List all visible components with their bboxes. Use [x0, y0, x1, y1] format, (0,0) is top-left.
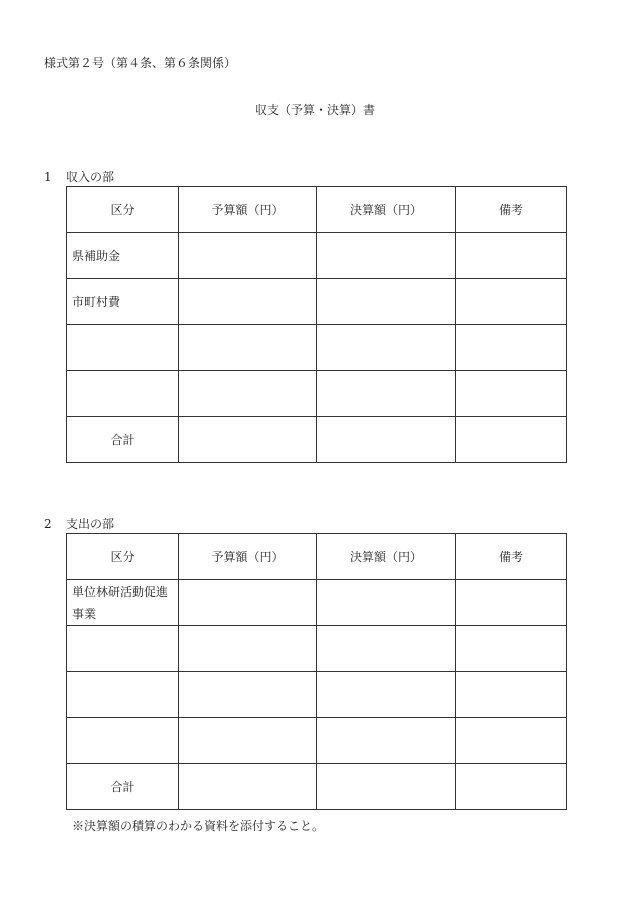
income-table: [66, 186, 567, 463]
remarks-cell[interactable]: [456, 325, 567, 371]
settlement-cell[interactable]: [317, 626, 456, 672]
budget-cell[interactable]: [179, 279, 317, 325]
budget-cell[interactable]: [179, 718, 317, 764]
budget-total-cell[interactable]: [179, 764, 317, 810]
total-label: 合計: [67, 764, 179, 810]
remarks-total-cell[interactable]: [456, 417, 567, 463]
header-category: 区分: [67, 534, 179, 580]
remarks-cell[interactable]: [456, 371, 567, 417]
row-category[interactable]: [67, 718, 179, 764]
row-category[interactable]: [67, 672, 179, 718]
table-total-row: [67, 764, 567, 810]
table-row: [67, 580, 567, 626]
budget-cell[interactable]: [179, 325, 317, 371]
header-category: 区分: [67, 187, 179, 233]
table-row: [67, 672, 567, 718]
income-section-title: 収入の部: [66, 170, 115, 184]
budget-total-cell[interactable]: [179, 417, 317, 463]
header-budget: 予算額（円）: [179, 187, 317, 233]
form-number: 様式第２号（第４条、第６条関係）: [44, 56, 237, 70]
income-section-number: 1: [44, 170, 52, 184]
table-total-row: [67, 417, 567, 463]
row-category[interactable]: [67, 371, 179, 417]
row-category[interactable]: [67, 626, 179, 672]
expense-section-title: 支出の部: [66, 517, 115, 531]
total-label: 合計: [67, 417, 179, 463]
settlement-total-cell[interactable]: [317, 417, 456, 463]
settlement-cell[interactable]: [317, 371, 456, 417]
header-remarks: 備考: [456, 534, 567, 580]
footnote: ※決算額の積算のわかる資料を添付すること。: [72, 819, 325, 833]
remarks-cell[interactable]: [456, 279, 567, 325]
budget-cell[interactable]: [179, 371, 317, 417]
header-budget: 予算額（円）: [179, 534, 317, 580]
expense-table: [66, 533, 567, 810]
settlement-cell[interactable]: [317, 718, 456, 764]
row-category[interactable]: 単位林研活動促進事業: [67, 580, 179, 626]
budget-cell[interactable]: [179, 626, 317, 672]
row-category[interactable]: 県補助金: [67, 233, 179, 279]
header-settlement: 決算額（円）: [317, 187, 456, 233]
settlement-cell[interactable]: [317, 279, 456, 325]
remarks-cell[interactable]: [456, 718, 567, 764]
table-row: [67, 371, 567, 417]
expense-section-heading: [44, 515, 114, 532]
table-row: [67, 325, 567, 371]
budget-cell[interactable]: [179, 233, 317, 279]
remarks-cell[interactable]: [456, 580, 567, 626]
table-header-row: [67, 187, 567, 233]
remarks-cell[interactable]: [456, 233, 567, 279]
row-category[interactable]: [67, 325, 179, 371]
budget-cell[interactable]: [179, 672, 317, 718]
table-header-row: [67, 534, 567, 580]
settlement-total-cell[interactable]: [317, 764, 456, 810]
settlement-cell[interactable]: [317, 672, 456, 718]
budget-cell[interactable]: [179, 580, 317, 626]
settlement-cell[interactable]: [317, 580, 456, 626]
remarks-total-cell[interactable]: [456, 764, 567, 810]
settlement-cell[interactable]: [317, 325, 456, 371]
table-row: [67, 718, 567, 764]
header-settlement: 決算額（円）: [317, 534, 456, 580]
remarks-cell[interactable]: [456, 672, 567, 718]
document-title: 収支（予算・決算）書: [254, 103, 375, 117]
income-section-heading: [44, 168, 114, 185]
settlement-cell[interactable]: [317, 233, 456, 279]
table-row: [67, 626, 567, 672]
expense-section-number: 2: [44, 517, 52, 531]
table-row: [67, 279, 567, 325]
table-row: [67, 233, 567, 279]
header-remarks: 備考: [456, 187, 567, 233]
remarks-cell[interactable]: [456, 626, 567, 672]
row-category[interactable]: 市町村費: [67, 279, 179, 325]
